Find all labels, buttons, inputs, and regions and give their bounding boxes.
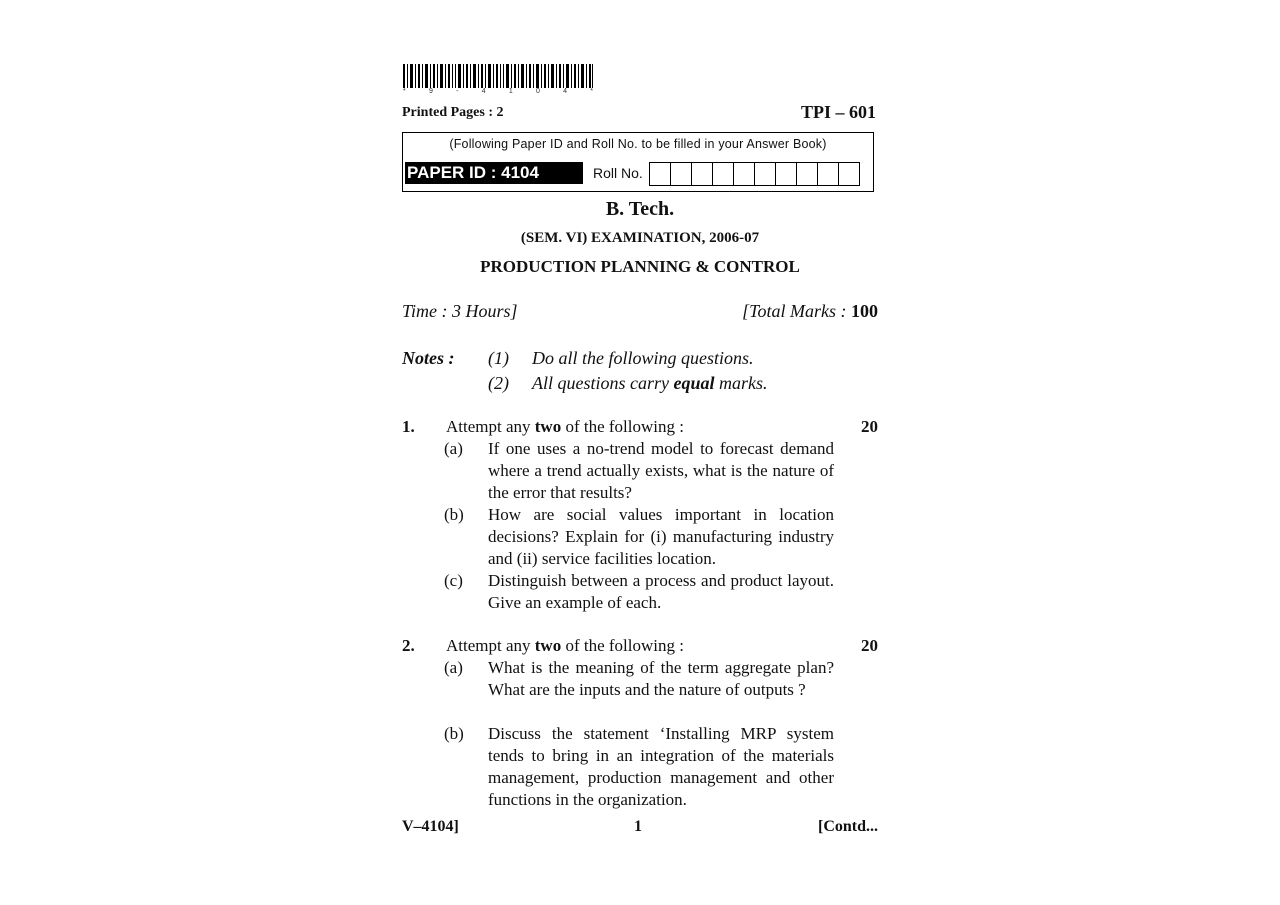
part-label: (c) — [444, 571, 463, 590]
instruction-emphasis: two — [534, 636, 562, 655]
roll-no-cell — [797, 163, 818, 185]
notes-label: Notes : — [402, 348, 455, 368]
note-number: (2) — [488, 373, 509, 393]
total-marks-value: 100 — [851, 301, 878, 321]
barcode-digit: 1 — [508, 88, 513, 95]
paper-code: TPI – 601 — [800, 102, 876, 122]
question-instruction — [446, 636, 684, 656]
paper-id-box — [402, 132, 874, 192]
part-label: (b) — [444, 724, 464, 743]
note-text: marks. — [714, 373, 768, 393]
continued-label: [Contd... — [817, 818, 878, 835]
note-item — [488, 373, 768, 394]
instruction-text: Attempt any — [446, 636, 535, 655]
roll-no-cell — [671, 163, 692, 185]
barcode-digit: 4 — [481, 88, 486, 95]
question-number: 2. — [402, 636, 415, 655]
part-text: If one uses a no-trend model to forecast demand where a trend actually exists, what is the nature of the error that results? — [488, 439, 834, 502]
part-label: (a) — [444, 658, 463, 677]
roll-no-cell — [692, 163, 713, 185]
roll-no-cell — [650, 163, 671, 185]
question-instruction — [446, 417, 684, 437]
part-text: What is the meaning of the term aggregate plan? What are the inputs and the nature of outputs ? — [488, 658, 834, 699]
time-allowed: Time : 3 Hours] — [402, 301, 518, 321]
barcode-digit: * — [403, 88, 406, 95]
barcode-digit: 4 — [563, 88, 568, 95]
barcode-digit: 0 — [535, 88, 540, 95]
note-emphasis: equal — [673, 373, 715, 393]
barcode-digits — [403, 88, 593, 98]
answer-book-note: (Following Paper ID and Roll No. to be filled in your Answer Book) — [449, 137, 827, 151]
subject-title: PRODUCTION PLANNING & CONTROL — [480, 257, 800, 276]
roll-no-cell — [776, 163, 797, 185]
printed-pages: Printed Pages : 2 — [402, 105, 504, 120]
barcode-digit: * — [590, 88, 593, 95]
footer-paper-code: V–4104] — [402, 818, 459, 835]
note-text: Do all the following questions. — [532, 348, 754, 368]
note-text: All questions carry — [532, 373, 674, 393]
exam-title: (SEM. VI) EXAMINATION, 2006-07 — [520, 230, 760, 246]
degree-title: B. Tech. — [605, 198, 675, 220]
question-marks: 20 — [861, 636, 878, 655]
note-number: (1) — [488, 348, 509, 368]
question-marks: 20 — [861, 417, 878, 436]
part-text: Discuss the statement ‘Installing MRP system tends to bring in an integration of the materials management, production management and other functions in the organization. — [488, 724, 834, 809]
part-text: How are social values important in location decisions? Explain for (i) manufacturing industry and (ii) service facilities location. — [488, 505, 834, 568]
barcode-digit: - — [456, 88, 459, 95]
total-marks — [742, 301, 878, 322]
paper-id-label: PAPER ID : 4104 — [405, 162, 583, 184]
barcode — [403, 64, 593, 88]
part-label: (b) — [444, 505, 464, 524]
total-marks-label: [Total Marks : — [742, 301, 851, 321]
part-label: (a) — [444, 439, 463, 458]
roll-no-cell — [713, 163, 734, 185]
roll-no-cells — [649, 162, 860, 186]
roll-no-label: Roll No. — [593, 165, 643, 181]
note-item — [488, 348, 754, 369]
barcode-digit: 9 — [428, 88, 433, 95]
instruction-emphasis: two — [534, 417, 562, 436]
roll-no-cell — [839, 163, 860, 185]
instruction-text: of the following : — [561, 417, 684, 436]
instruction-text: of the following : — [561, 636, 684, 655]
page-number: 1 — [634, 818, 642, 835]
part-text: Distinguish between a process and product layout. Give an example of each. — [488, 571, 834, 612]
question-number: 1. — [402, 417, 415, 436]
roll-no-cell — [818, 163, 839, 185]
roll-no-cell — [755, 163, 776, 185]
roll-no-cell — [734, 163, 755, 185]
instruction-text: Attempt any — [446, 417, 535, 436]
